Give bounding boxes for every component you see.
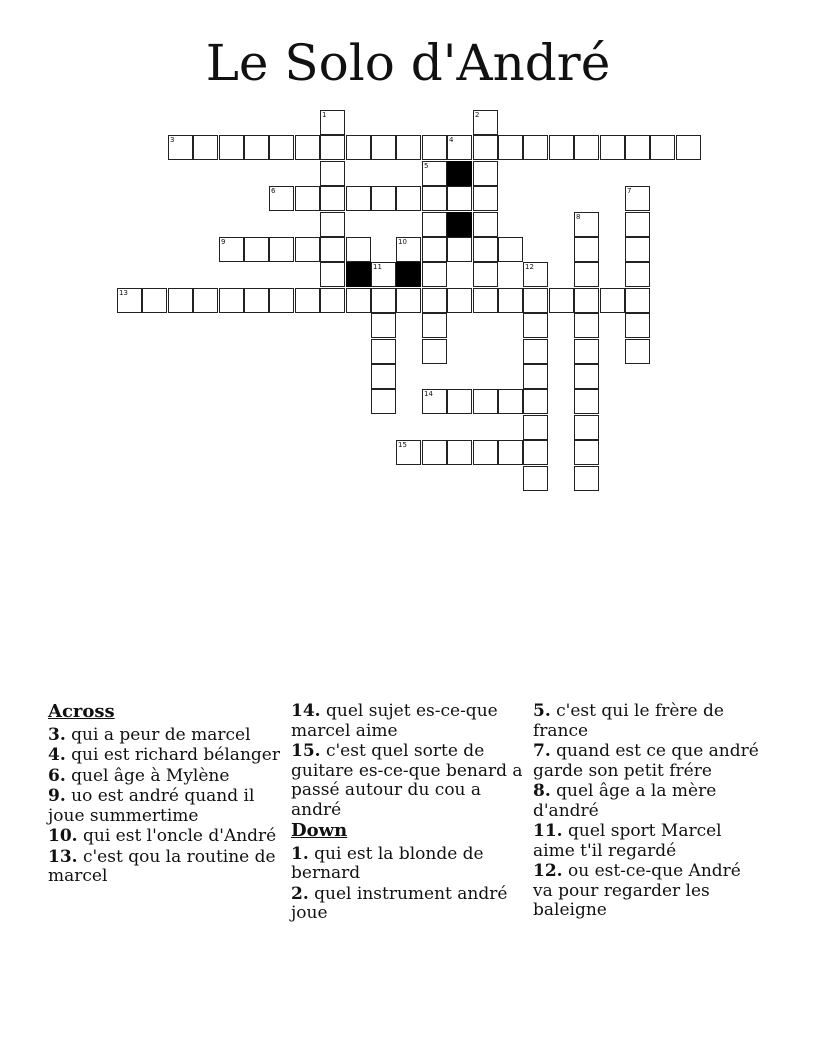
grid-cell[interactable] [574,440,599,465]
grid-cell[interactable] [269,288,294,313]
grid-cell[interactable] [473,389,498,414]
grid-cell[interactable] [549,288,574,313]
grid-cell[interactable] [625,186,650,211]
clue-down-12: 12. ou est-ce-que André va pour regarder les baleigne [533,861,741,920]
grid-cell[interactable] [244,288,269,313]
grid-cell[interactable] [574,288,599,313]
grid-cell[interactable] [574,237,599,262]
clue-number: 5 [424,162,429,170]
grid-cell[interactable] [574,339,599,364]
grid-cell[interactable] [498,135,523,160]
grid-cell[interactable] [574,262,599,287]
clues-column-2 [291,702,523,925]
clue-down-5: 5. c'est qui le frère de france [533,701,724,741]
clue-number: 9 [221,238,226,246]
grid-cell[interactable] [447,237,472,262]
grid-cell[interactable] [574,466,599,491]
clue-across-10: 10. qui est l'oncle d'André [48,826,277,846]
grid-cell[interactable] [371,262,396,287]
clue-number: 1 [322,111,327,119]
grid-cell[interactable] [523,339,548,364]
black-square [396,262,421,287]
grid-cell[interactable] [523,313,548,338]
grid-cell[interactable] [625,262,650,287]
grid-cell[interactable] [625,288,650,313]
clue-number: 6 [271,187,276,195]
grid-cell[interactable] [295,288,320,313]
grid-cell[interactable] [625,313,650,338]
grid-cell[interactable] [574,313,599,338]
grid-cell[interactable] [498,440,523,465]
grid-cell[interactable] [523,466,548,491]
grid-cell[interactable] [473,288,498,313]
grid-cell[interactable] [498,288,523,313]
grid-cell[interactable] [142,288,167,313]
crossword-grid [0,0,816,520]
grid-cell[interactable] [422,161,447,186]
grid-cell[interactable] [295,237,320,262]
grid-cell[interactable] [625,135,650,160]
grid-cell[interactable] [269,186,294,211]
grid-cell[interactable] [422,135,447,160]
clue-across-6: 6. quel âge à Mylène [48,765,230,786]
grid-cell[interactable] [346,186,371,211]
grid-cell[interactable] [396,288,421,313]
grid-cell[interactable] [269,135,294,160]
grid-cell[interactable] [244,135,269,160]
grid-cell[interactable] [473,161,498,186]
black-square [447,161,472,186]
grid-cell[interactable] [498,237,523,262]
grid-cell[interactable] [523,364,548,389]
grid-cell[interactable] [269,237,294,262]
grid-cell[interactable] [422,237,447,262]
clues-column-3 [533,702,765,922]
grid-cell[interactable] [422,389,447,414]
grid-cell[interactable] [676,135,701,160]
grid-cell[interactable] [498,389,523,414]
grid-cell[interactable] [219,288,244,313]
grid-cell[interactable] [447,440,472,465]
grid-cell[interactable] [219,237,244,262]
clue-number: 2 [475,111,480,119]
black-square [447,212,472,237]
grid-cell[interactable] [650,135,675,160]
grid-cell[interactable] [371,364,396,389]
across-heading: Across [48,701,115,722]
clue-down-1: 1. qui est la blonde de bernard [291,843,484,883]
grid-cell[interactable] [396,440,421,465]
clue-number: 12 [525,263,534,271]
clue-down-8: 8. quel âge a la mère d'andré [533,781,717,821]
clue-number: 7 [627,187,632,195]
grid-cell[interactable] [523,262,548,287]
grid-cell[interactable] [600,288,625,313]
clue-number: 8 [576,213,581,221]
grid-cell[interactable] [473,135,498,160]
puzzle-title: Le Solo d'André [205,34,611,92]
grid-cell[interactable] [295,135,320,160]
clue-number: 13 [119,289,128,297]
grid-cell[interactable] [320,262,345,287]
clue-across-4: 4. qui est richard bélanger [48,745,280,765]
grid-cell[interactable] [168,288,193,313]
grid-cell[interactable] [523,135,548,160]
grid-cell[interactable] [625,339,650,364]
grid-cell[interactable] [422,212,447,237]
grid-cell[interactable] [574,135,599,160]
grid-cell[interactable] [523,440,548,465]
grid-cell[interactable] [193,288,218,313]
grid-cell[interactable] [523,288,548,313]
clue-across-15: 15. c'est quel sorte de guitare es-ce-que benard a passé autour du cou a andré [291,741,523,820]
grid-cell[interactable] [422,186,447,211]
grid-cell[interactable] [168,135,193,160]
grid-cell[interactable] [447,186,472,211]
grid-cell[interactable] [574,389,599,414]
grid-cell[interactable] [473,110,498,135]
grid-cell[interactable] [447,288,472,313]
grid-cell[interactable] [320,186,345,211]
grid-cell[interactable] [422,262,447,287]
grid-cell[interactable] [625,212,650,237]
clue-number: 14 [424,390,433,398]
grid-cell[interactable] [396,186,421,211]
grid-cell[interactable] [193,135,218,160]
clue-down-7: 7. quand est ce que andré garde son petit frére [533,741,759,781]
grid-cell[interactable] [371,186,396,211]
clue-number: 15 [398,441,407,449]
grid-cell[interactable] [320,237,345,262]
grid-cell[interactable] [523,389,548,414]
grid-cell[interactable] [473,440,498,465]
grid-cell[interactable] [574,364,599,389]
grid-cell[interactable] [371,288,396,313]
grid-cell[interactable] [600,135,625,160]
grid-cell[interactable] [396,135,421,160]
grid-cell[interactable] [473,186,498,211]
grid-cell[interactable] [371,135,396,160]
grid-cell[interactable] [422,313,447,338]
grid-cell[interactable] [625,237,650,262]
grid-cell[interactable] [320,288,345,313]
black-square [346,262,371,287]
grid-cell[interactable] [447,389,472,414]
grid-cell[interactable] [473,237,498,262]
clue-number: 11 [373,263,382,271]
grid-cell[interactable] [320,110,345,135]
grid-cell[interactable] [422,440,447,465]
clues-column-1 [48,702,280,888]
clue-across-13: 13. c'est qou la routine de marcel [48,846,276,886]
clue-number: 3 [170,136,175,144]
grid-cell[interactable] [574,415,599,440]
clue-across-9: 9. uo est andré quand il joue summertime [48,786,255,826]
grid-cell[interactable] [473,212,498,237]
grid-cell[interactable] [422,288,447,313]
clue-down-2: 2. quel instrument andré joue [291,883,508,923]
down-heading: Down [291,820,348,841]
grid-cell[interactable] [549,135,574,160]
clue-number: 10 [398,238,407,246]
grid-cell[interactable] [346,288,371,313]
grid-cell[interactable] [244,237,269,262]
grid-cell[interactable] [320,135,345,160]
grid-cell[interactable] [523,415,548,440]
grid-cell[interactable] [371,313,396,338]
grid-cell[interactable] [295,186,320,211]
clue-number: 4 [449,136,454,144]
grid-cell[interactable] [320,161,345,186]
grid-cell[interactable] [346,135,371,160]
grid-cell[interactable] [219,135,244,160]
grid-cell[interactable] [473,262,498,287]
grid-cell[interactable] [371,339,396,364]
grid-cell[interactable] [574,212,599,237]
grid-cell[interactable] [346,237,371,262]
grid-cell[interactable] [117,288,142,313]
grid-cell[interactable] [447,135,472,160]
clue-across-3: 3. qui a peur de marcel [48,724,251,745]
clue-across-14: 14. quel sujet es-ce-que marcel aime [291,701,498,741]
grid-cell[interactable] [422,339,447,364]
grid-cell[interactable] [320,212,345,237]
grid-cell[interactable] [371,389,396,414]
clue-down-11: 11. quel sport Marcel aime t'il regardé [533,821,722,861]
grid-cell[interactable] [396,237,421,262]
